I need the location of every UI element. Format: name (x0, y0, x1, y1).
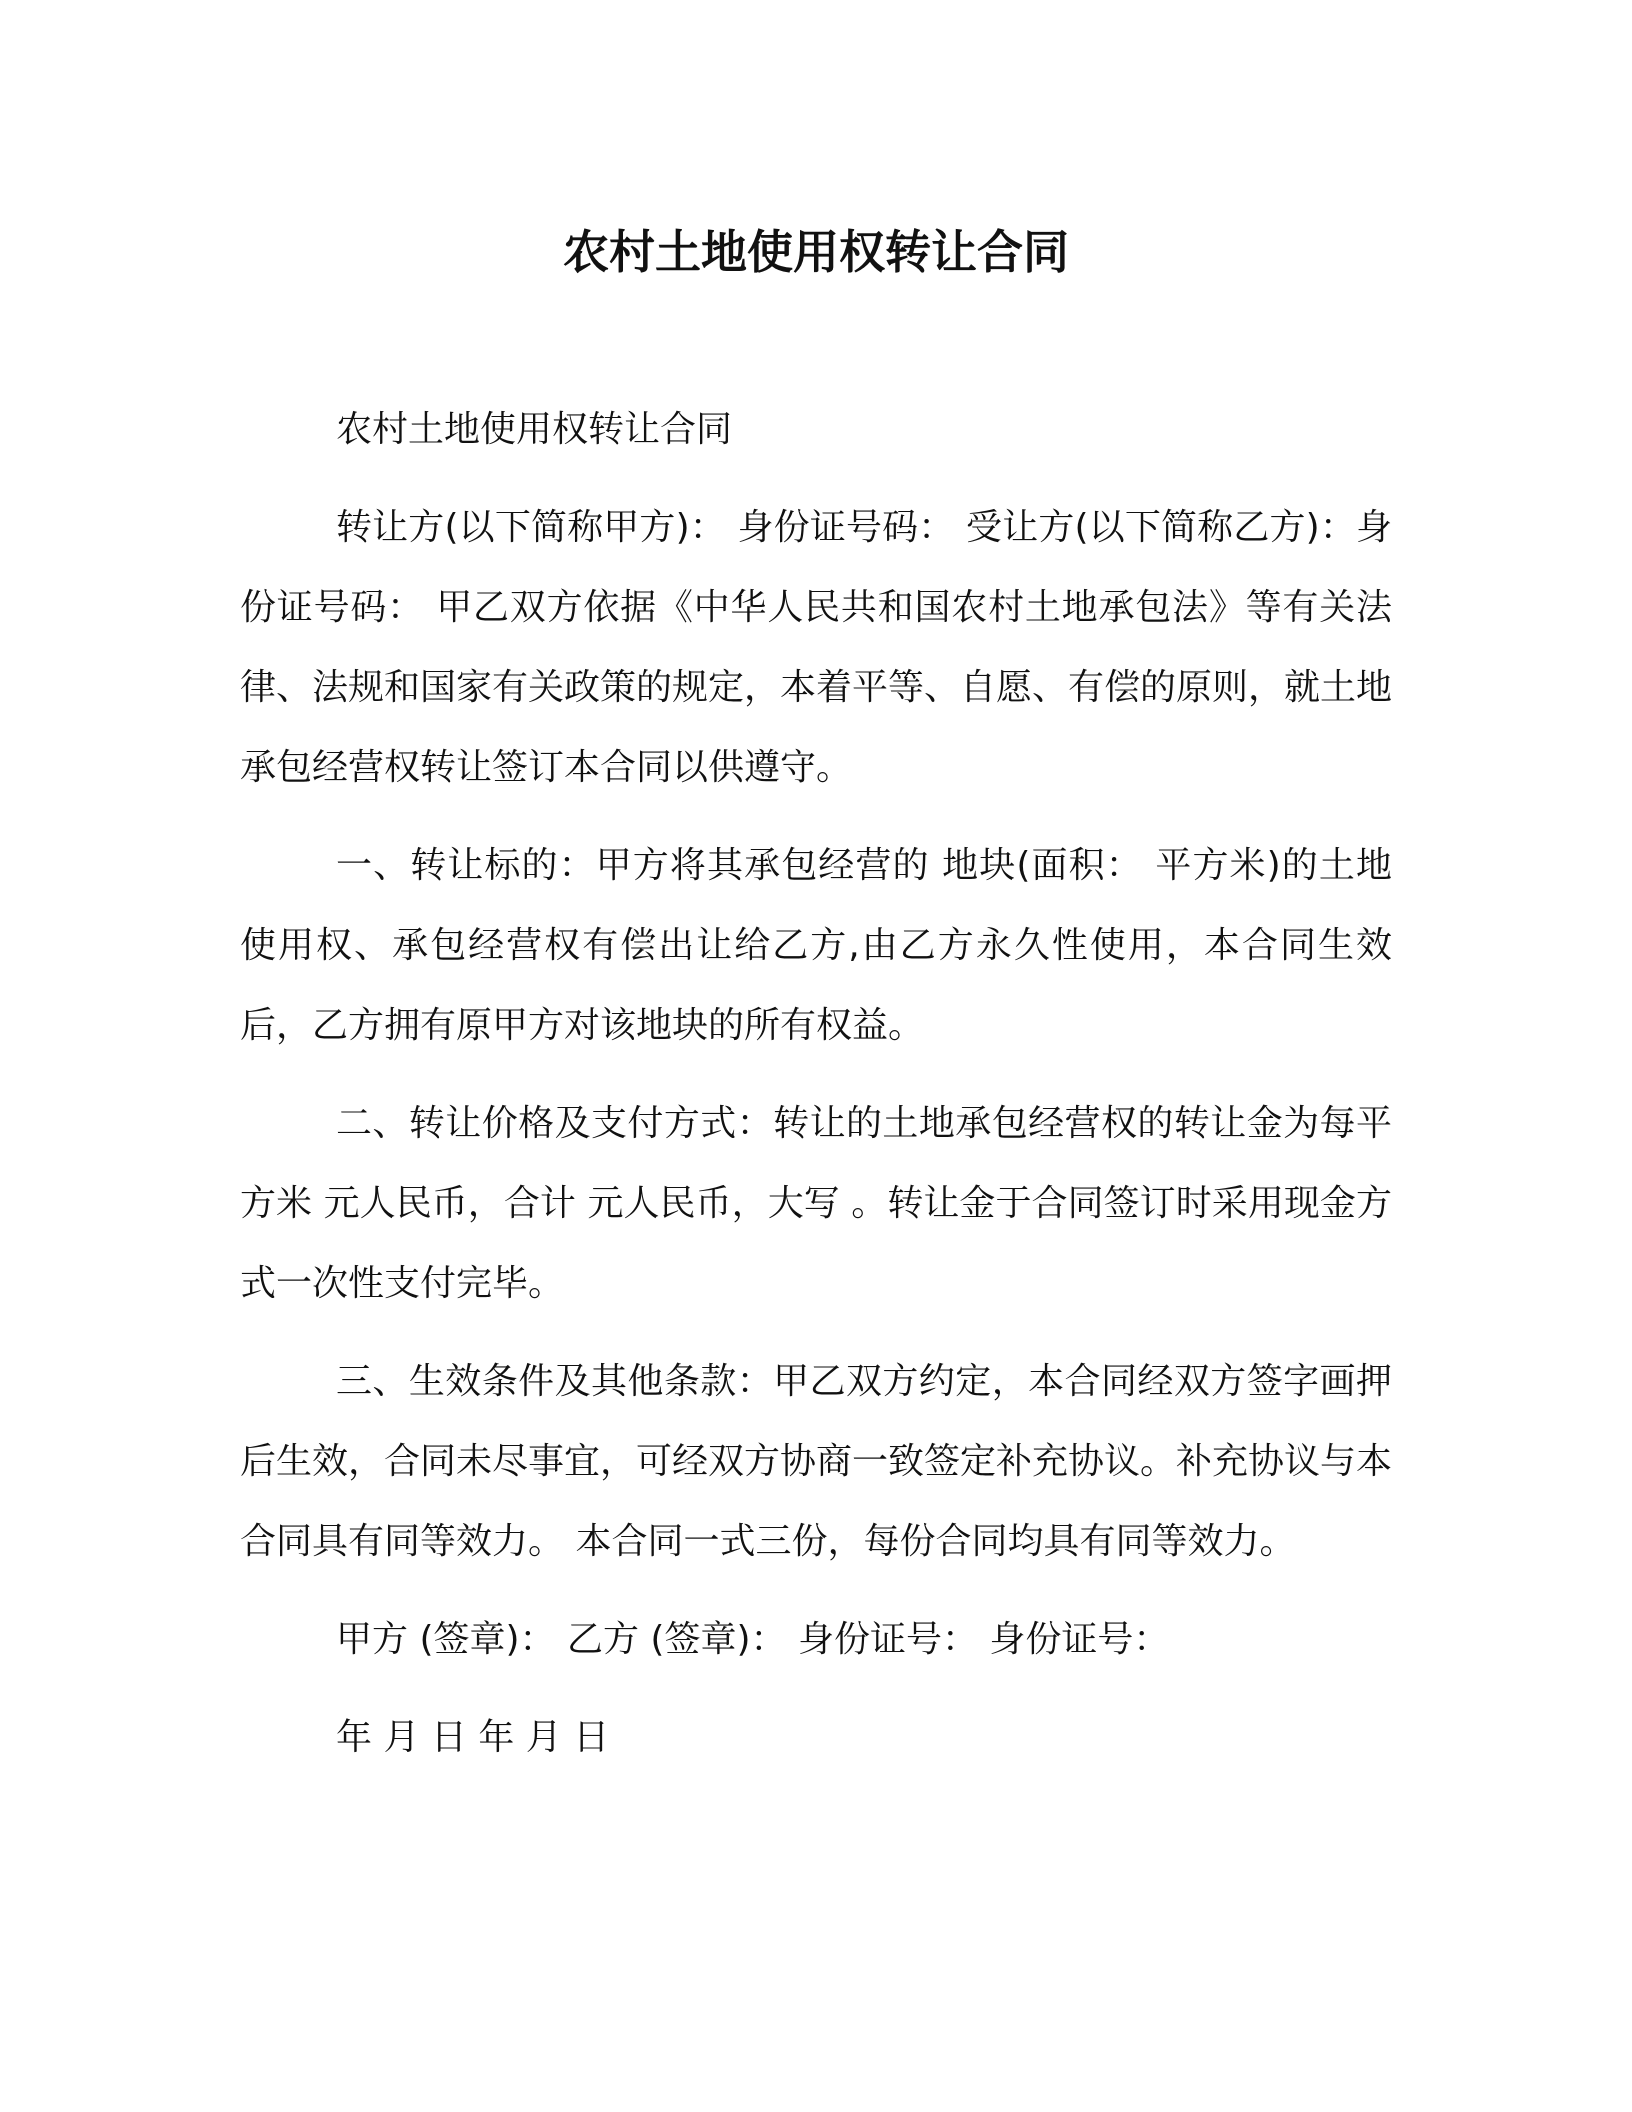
paragraph-clause-2: 二、转让价格及支付方式：转让的土地承包经营权的转让金为每平方米 元人民币，合计 元人民币，大写 。转让金于合同签订时采用现金方式一次性支付完毕。 (240, 1103, 1392, 1304)
paragraph-clause-3: 三、生效条件及其他条款：甲乙双方约定，本合同经双方签字画押后生效，合同未尽事宜，可经双方协商一致签定补充协议。补充协议与本合同具有同等效力。 本合同一式三份，每份合同均具有同等效力。 (240, 1361, 1393, 1562)
document-subtitle: 农村土地使用权转让合同 (336, 409, 733, 450)
signature-line: 甲方 (签章)： 乙方 (签章)： 身份证号： 身份证号： (336, 1619, 1170, 1660)
document-title: 农村土地使用权转让合同 (563, 225, 1069, 279)
document-body (240, 390, 1392, 1778)
paragraph-clause-1: 一、转让标的：甲方将其承包经营的 地块(面积： 平方米)的土地使用权、承包经营权有偿出让给乙方,由乙方永久性使用，本合同生效后，乙方拥有原甲方对该地块的所有权益。 (240, 845, 1392, 1046)
date-line: 年 月 日 年 月 日 (336, 1717, 610, 1758)
paragraph-parties: 转让方(以下简称甲方)： 身份证号码： 受让方(以下简称乙方)：身份证号码： 甲乙双方依据《中华人民共和国农村土地承包法》等有关法律、法规和国家有关政策的规定，本着平等、自愿、有偿的原则，就土地承包经营权转让签订本合同以供遵守。 (240, 507, 1393, 788)
